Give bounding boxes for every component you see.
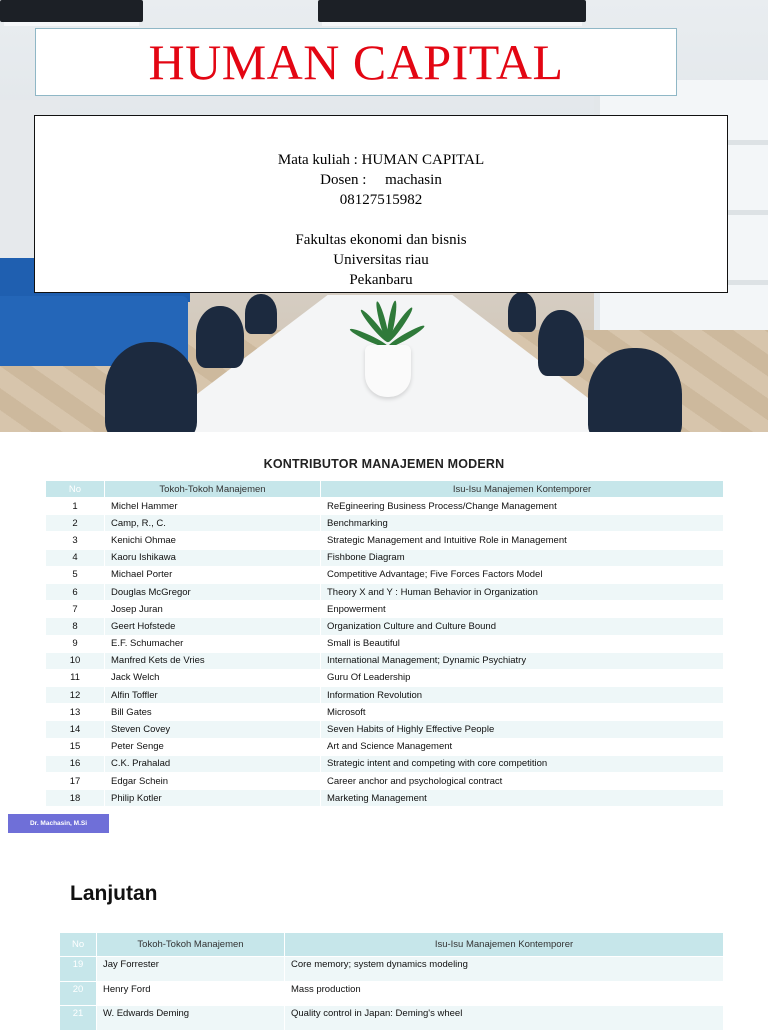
row-number: 19 <box>60 957 97 982</box>
row-number: 1 <box>46 498 105 515</box>
column-header-tokoh: Tokoh-Tokoh Manajemen <box>97 933 285 957</box>
continuation-table <box>59 932 724 1031</box>
title-slide-photo <box>0 0 768 432</box>
table-row <box>46 566 724 583</box>
row-number: 2 <box>46 515 105 532</box>
table-row <box>46 687 724 704</box>
continuation-heading: Lanjutan <box>70 882 158 905</box>
row-issue: Marketing Management <box>321 790 724 807</box>
row-number: 7 <box>46 601 105 618</box>
table-row <box>46 635 724 652</box>
row-number: 12 <box>46 687 105 704</box>
row-issue: Career anchor and psychological contract <box>321 773 724 790</box>
ceiling-lamp <box>0 0 143 22</box>
row-issue: Mass production <box>285 981 724 1006</box>
row-issue: International Management; Dynamic Psychiatry <box>321 652 724 669</box>
row-person: Alfin Toffler <box>105 687 321 704</box>
row-number: 5 <box>46 566 105 583</box>
table-row <box>46 652 724 669</box>
column-header-no: No <box>60 933 97 957</box>
row-person: Josep Juran <box>105 601 321 618</box>
row-issue: Information Revolution <box>321 687 724 704</box>
row-issue: Strategic intent and competing with core competition <box>321 755 724 772</box>
table-heading: KONTRIBUTOR MANAJEMEN MODERN <box>263 457 505 471</box>
row-person: W. Edwards Deming <box>97 1006 285 1031</box>
contributors-table <box>45 480 724 807</box>
city-line: Pekanbaru <box>349 272 413 288</box>
row-person: Jay Forrester <box>97 957 285 982</box>
column-header-isu: Isu-Isu Manajemen Kontemporer <box>321 481 724 498</box>
row-issue: Art and Science Management <box>321 738 724 755</box>
table-row <box>46 704 724 721</box>
chair <box>245 294 277 334</box>
row-issue: Small is Beautiful <box>321 635 724 652</box>
row-person: Peter Senge <box>105 738 321 755</box>
title-box <box>35 28 677 96</box>
chair <box>588 348 682 432</box>
table-row <box>60 957 724 982</box>
chair <box>538 310 584 376</box>
chair <box>508 292 536 332</box>
row-number: 14 <box>46 721 105 738</box>
column-header-isu: Isu-Isu Manajemen Kontemporer <box>285 933 724 957</box>
table-header-row <box>46 481 724 498</box>
row-person: E.F. Schumacher <box>105 635 321 652</box>
table-row <box>46 790 724 807</box>
row-issue: Organization Culture and Culture Bound <box>321 618 724 635</box>
chair <box>105 342 197 432</box>
row-issue: ReEgineering Business Process/Change Management <box>321 498 724 515</box>
row-issue: Guru Of Leadership <box>321 669 724 686</box>
row-number: 18 <box>46 790 105 807</box>
row-number: 6 <box>46 583 105 600</box>
ceiling-lamp <box>318 0 586 22</box>
course-info-box <box>34 115 728 293</box>
row-issue: Theory X and Y : Human Behavior in Organization <box>321 583 724 600</box>
table-row <box>46 532 724 549</box>
university-line: Universitas riau <box>333 252 429 268</box>
table-row <box>46 669 724 686</box>
phone-line: 08127515982 <box>339 192 423 208</box>
row-person: Henry Ford <box>97 981 285 1006</box>
table-row <box>46 583 724 600</box>
row-issue: Quality control in Japan: Deming's wheel <box>285 1006 724 1031</box>
row-number: 13 <box>46 704 105 721</box>
row-person: Camp, R., C. <box>105 515 321 532</box>
table-row <box>60 1006 724 1031</box>
table-row <box>46 738 724 755</box>
row-person: Kaoru Ishikawa <box>105 549 321 566</box>
column-header-no: No <box>46 481 105 498</box>
row-issue: Core memory; system dynamics modeling <box>285 957 724 982</box>
row-number: 9 <box>46 635 105 652</box>
row-number: 4 <box>46 549 105 566</box>
lecturer-line: Dosen : machasin <box>320 172 442 188</box>
row-number: 21 <box>60 1006 97 1031</box>
row-person: Philip Kotler <box>105 790 321 807</box>
row-issue: Benchmarking <box>321 515 724 532</box>
chair <box>196 306 244 368</box>
row-number: 15 <box>46 738 105 755</box>
row-number: 3 <box>46 532 105 549</box>
row-person: C.K. Prahalad <box>105 755 321 772</box>
table-row <box>46 601 724 618</box>
row-issue: Enpowerment <box>321 601 724 618</box>
row-person: Jack Welch <box>105 669 321 686</box>
row-number: 16 <box>46 755 105 772</box>
row-person: Michael Porter <box>105 566 321 583</box>
row-person: Edgar Schein <box>105 773 321 790</box>
table-row <box>46 618 724 635</box>
row-person: Douglas McGregor <box>105 583 321 600</box>
row-number: 11 <box>46 669 105 686</box>
row-number: 17 <box>46 773 105 790</box>
row-number: 10 <box>46 652 105 669</box>
author-badge: Dr. Machasin, M.Si <box>8 814 109 833</box>
table-row <box>46 498 724 515</box>
table-row <box>46 773 724 790</box>
row-person: Steven Covey <box>105 721 321 738</box>
row-person: Kenichi Ohmae <box>105 532 321 549</box>
table-row <box>46 549 724 566</box>
table-row <box>46 755 724 772</box>
table-row <box>46 721 724 738</box>
row-number: 20 <box>60 981 97 1006</box>
row-person: Bill Gates <box>105 704 321 721</box>
faculty-line: Fakultas ekonomi dan bisnis <box>295 232 467 248</box>
page-title: HUMAN CAPITAL <box>148 34 564 90</box>
row-person: Michel Hammer <box>105 498 321 515</box>
row-issue: Seven Habits of Highly Effective People <box>321 721 724 738</box>
plant-pot <box>365 345 411 397</box>
row-issue: Fishbone Diagram <box>321 549 724 566</box>
table-header-row <box>60 933 724 957</box>
row-person: Manfred Kets de Vries <box>105 652 321 669</box>
row-issue: Competitive Advantage; Five Forces Factors Model <box>321 566 724 583</box>
row-issue: Microsoft <box>321 704 724 721</box>
course-line: Mata kuliah : HUMAN CAPITAL <box>277 152 485 168</box>
spacer <box>35 210 727 230</box>
table-row <box>60 981 724 1006</box>
row-issue: Strategic Management and Intuitive Role in Management <box>321 532 724 549</box>
row-person: Geert Hofstede <box>105 618 321 635</box>
table-row <box>46 515 724 532</box>
row-number: 8 <box>46 618 105 635</box>
column-header-tokoh: Tokoh-Tokoh Manajemen <box>105 481 321 498</box>
